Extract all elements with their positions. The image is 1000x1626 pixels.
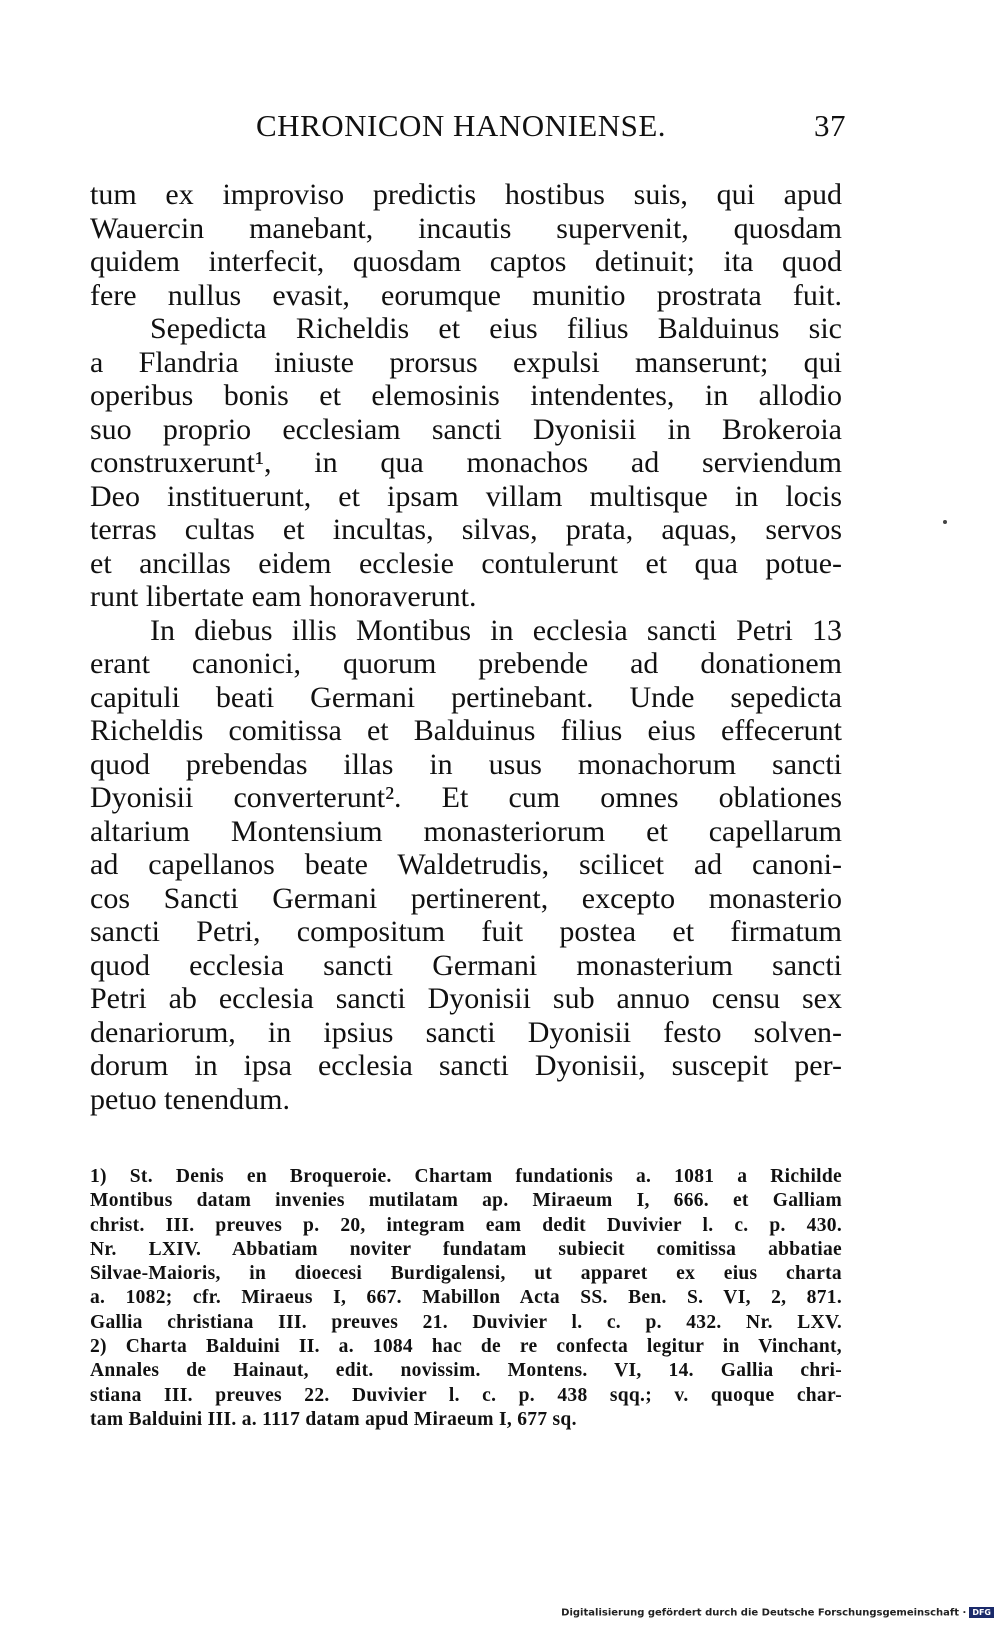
footnotes <box>90 1165 842 1432</box>
footnote-line: 1) St. Denis en Broqueroie. Chartam fundationis a. 1081 a Richilde <box>90 1166 842 1187</box>
text-line: erant canonici, quorum prebende ad donationem <box>90 647 842 680</box>
text-line: Deo instituerunt, et ipsam villam multisque in locis <box>90 479 842 513</box>
footnote-line: stiana III. preuves 22. Duvivier l. c. p. 438 sqq.; v. quoque char- <box>90 1384 842 1406</box>
text-line: terras cultas et incultas, silvas, prata, aquas, servos <box>90 513 842 546</box>
text-line: et ancillas eidem ecclesie contulerunt et qua potue- <box>90 546 842 580</box>
text-line: Wauercin manebant, incautis supervenit, quosdam <box>90 211 842 245</box>
text-line: altarium Montensium monasteriorum et capellarum <box>90 814 842 848</box>
text-line: suo proprio ecclesiam sancti Dyonisii in Brokeroia <box>90 412 842 446</box>
footnote-line: tam Balduini III. a. 1117 datam apud Miraeum I, 677 sq. <box>90 1408 577 1430</box>
text-line: runt libertate eam honoraverunt. <box>90 580 477 613</box>
main-text <box>90 178 842 1116</box>
running-title: CHRONICON HANONIENSE. <box>256 108 667 143</box>
text-line: sancti Petri, compositum fuit postea et firmatum <box>90 915 842 948</box>
text-line: Sepedicta Richeldis et eius filius Balduinus sic <box>150 312 842 345</box>
footnote-line: christ. III. preuves p. 20, integram eam dedit Duvivier l. c. p. 430. <box>90 1214 842 1236</box>
footnote-line: Gallia christiana III. preuves 21. Duvivier l. c. p. 432. Nr. LXV. <box>90 1311 842 1333</box>
footnote-line: Annales de Hainaut, edit. novissim. Montens. VI, 14. Gallia chri- <box>90 1360 842 1382</box>
text-line: tum ex improviso predictis hostibus suis, qui apud <box>90 178 842 211</box>
page-number: 37 <box>814 108 846 143</box>
text-line: dorum in ipsa ecclesia sancti Dyonisii, suscepit per- <box>90 1049 842 1082</box>
footnote-line: a. 1082; cfr. Miraeus I, 667. Mabillon Acta SS. Ben. S. VI, 2, 871. <box>90 1287 842 1309</box>
text-line: a Flandria iniuste prorsus expulsi manserunt; qui <box>90 345 842 379</box>
text-line: cos Sancti Germani pertinerent, excepto monasterio <box>90 881 842 915</box>
text-line: Petri ab ecclesia sancti Dyonisii sub annuo censu sex <box>90 982 842 1015</box>
text-line: fere nullus evasit, eorumque munitio prostrata fuit. <box>90 278 842 312</box>
stray-dot <box>943 520 947 524</box>
text-line: capituli beati Germani pertinebant. Unde sepedicta <box>90 680 842 714</box>
footnote-line: Nr. LXIV. Abbatiam noviter fundatam subiecit comitissa abbatiae <box>90 1238 842 1260</box>
footnote-line: Silvae-Maioris, in dioecesi Burdigalensi, ut apparet ex eius charta <box>90 1263 842 1285</box>
text-line: quod ecclesia sancti Germani monasterium sancti <box>90 948 842 982</box>
credit-text: Digitalisierung gefördert durch die Deutsche Forschungsgemeinschaft · <box>561 1607 967 1618</box>
footnote-line: Montibus datam invenies mutilatam ap. Miraeum I, 666. et Galliam <box>90 1190 842 1212</box>
text-line: quidem interfecit, quosdam captos detinuit; ita quod <box>90 245 842 278</box>
footnote-line: 2) Charta Balduini II. a. 1084 hac de re confecta legitur in Vinchant, <box>90 1336 842 1358</box>
text-line: Dyonisii converterunt². Et cum omnes oblationes <box>90 781 842 814</box>
digitization-credit <box>561 1607 994 1619</box>
text-line: petuo tenendum. <box>90 1082 290 1116</box>
text-line: Richeldis comitissa et Balduinus filius eius effecerunt <box>90 714 842 747</box>
text-line: denariorum, in ipsius sancti Dyonisii festo solven- <box>90 1015 842 1049</box>
text-line: quod prebendas illas in usus monachorum sancti <box>90 747 842 781</box>
dfg-logo: DFG <box>969 1607 994 1618</box>
text-line: operibus bonis et elemosinis intendentes, in allodio <box>90 379 842 412</box>
text-line: ad capellanos beate Waldetrudis, scilicet ad canoni- <box>90 848 842 881</box>
text-line: construxerunt¹, in qua monachos ad serviendum <box>90 446 842 479</box>
text-line: In diebus illis Montibus in ecclesia sancti Petri 13 <box>150 613 842 647</box>
